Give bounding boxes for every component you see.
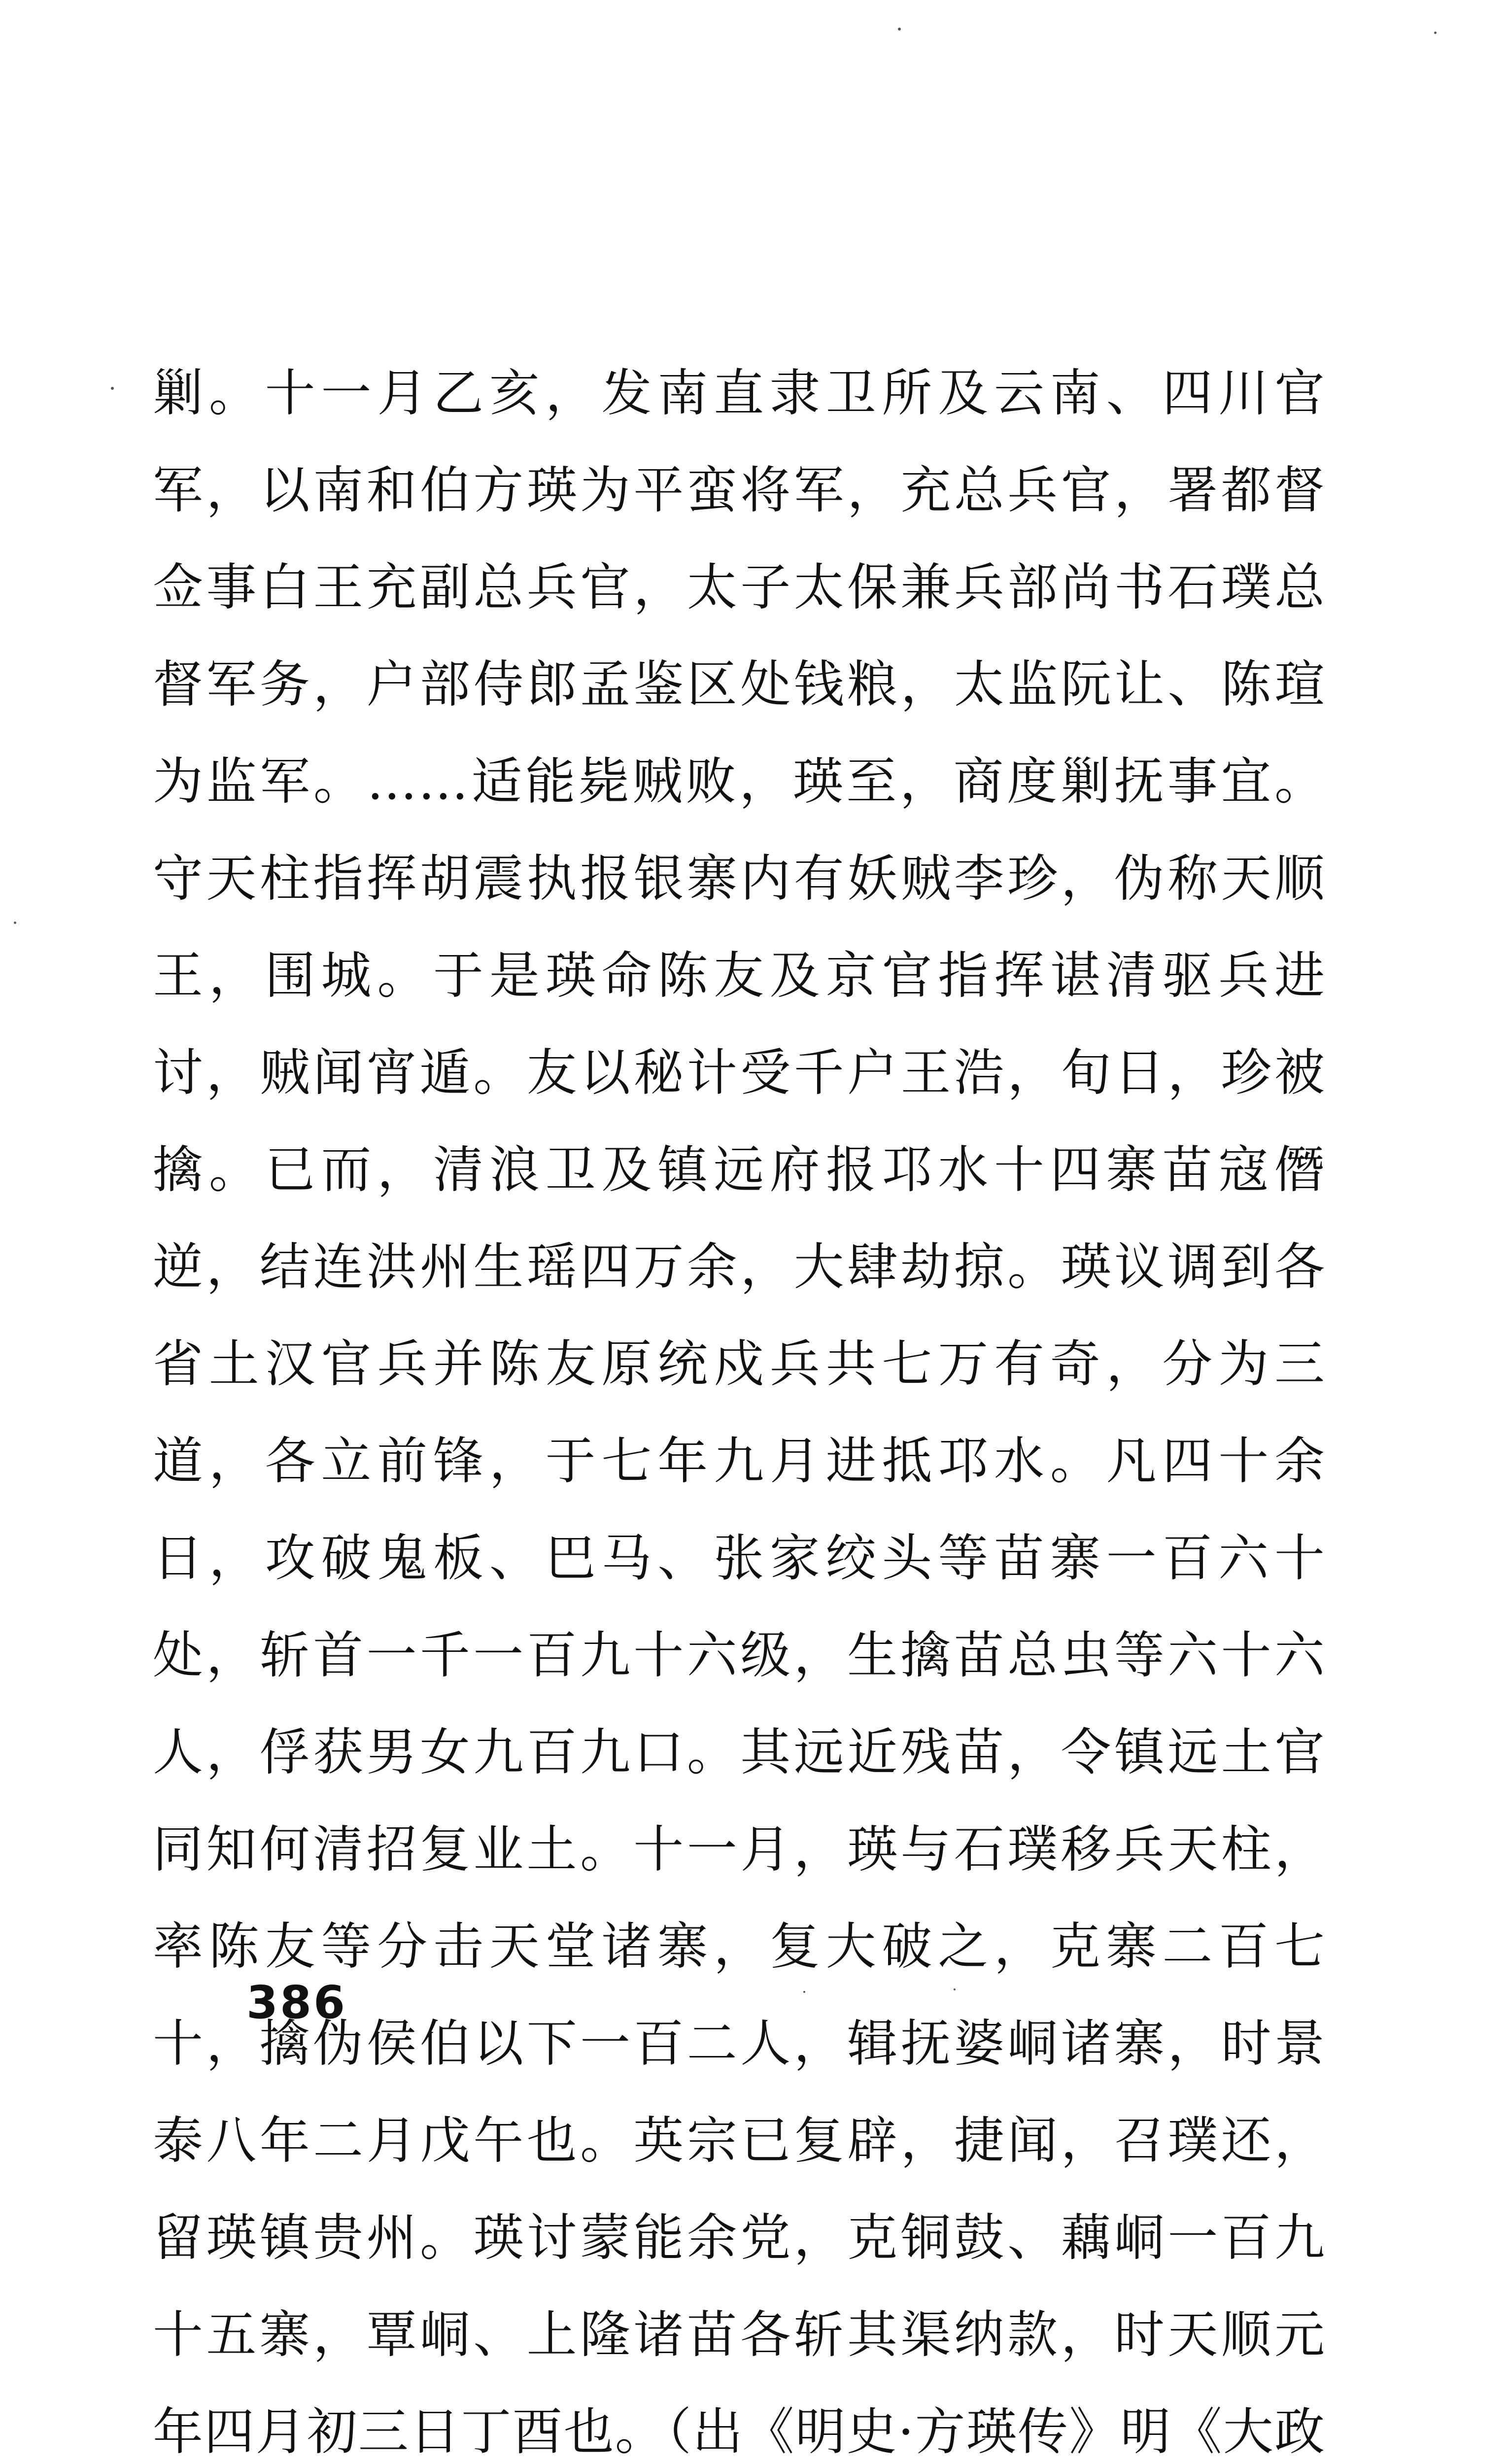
scan-speck	[803, 1991, 805, 1993]
page-number: 386	[246, 1976, 347, 2029]
body-text	[153, 345, 1326, 2464]
scan-speck	[1434, 32, 1437, 34]
scan-speck	[14, 922, 16, 924]
scan-speck	[954, 1988, 956, 1990]
scan-speck	[898, 28, 901, 31]
scan-speck	[111, 387, 114, 390]
paragraph-continued: 剿。十一月乙亥，发南直隶卫所及云南、四川官军，以南和伯方瑛为平蛮将军，充总兵官，署都督佥事白王充副总兵官，太子太保兼兵部尚书石璞总督军务，户部侍郎孟鉴区处钱粮，太监阮让、陈瑄为监军。……适能毙贼败，瑛至，商度剿抚事宜。守天柱指挥胡震执报银寨内有妖贼李珍，伪称天顺王，围城。于是瑛命陈友及京官指挥谌清驱兵进讨，贼闻宵遁。友以秘计受千户王浩，旬日，珍被擒。已而，清浪卫及镇远府报邛水十四寨苗寇僭逆，结连洪州生瑶四万余，大肆劫掠。瑛议调到各省土汉官兵并陈友原统戍兵共七万有奇，分为三道，各立前锋，于七年九月进抵邛水。凡四十余日，攻破鬼板、巴马、张家绞头等苗寨一百六十处，斩首一千一百九十六级，生擒苗总虫等六十六人，俘获男女九百九口。其远近残苗，令镇远土官同知何清招复业土。十一月，瑛与石璞移兵天柱，率陈友等分击天堂诸寨，复大破之，克寨二百七十，擒伪侯伯以下一百二人，辑抚婆峒诸寨，时景泰八年二月戊午也。英宗已复辟，捷闻，召璞还，留瑛镇贵州。瑛讨蒙能余党，克铜鼓、藕峒一百九十五寨，覃峒、上隆诸苗各斩其渠纳款，时天顺元年四月初三日丁酉也。（出《明史·方瑛传》明《大政	[153, 364, 1326, 2462]
